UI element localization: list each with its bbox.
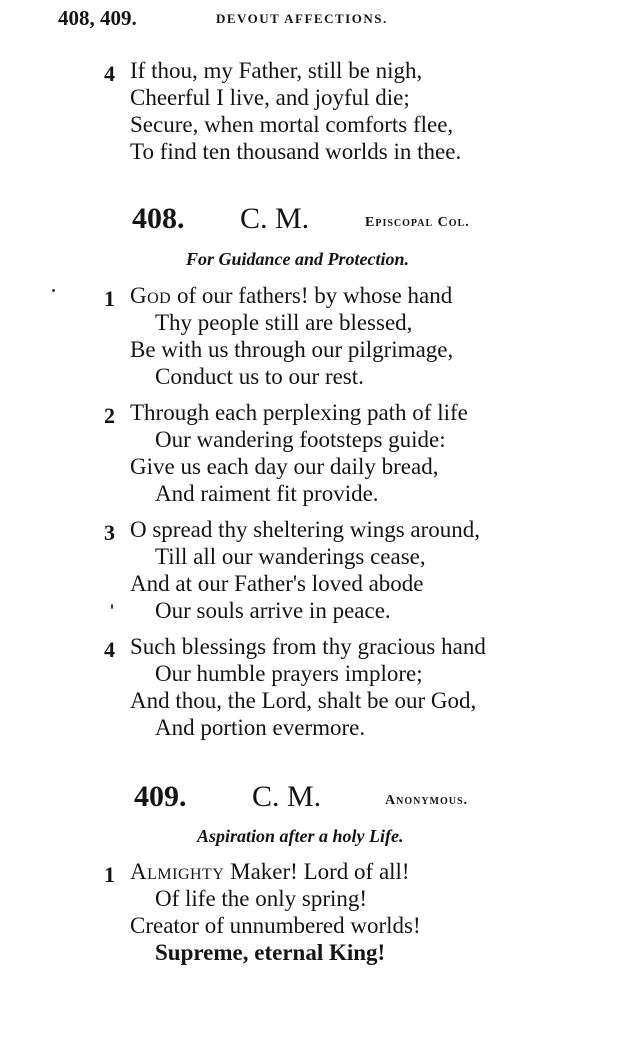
verse-first-word: God: [130, 283, 172, 308]
verse-first-rest: of our fathers! by whose hand: [171, 283, 453, 308]
verse-number: 3: [104, 520, 115, 545]
verse-line: Secure, when mortal comforts flee,: [130, 112, 454, 137]
verse-line: Such blessings from thy gracious hand: [130, 634, 486, 659]
verse-line: Our souls arrive in peace.: [155, 598, 391, 623]
verse-line: Our humble prayers implore;: [155, 661, 423, 686]
verse-number: 2: [104, 403, 115, 428]
print-speck: [52, 289, 55, 292]
hymn-meter: C. M.: [252, 780, 322, 813]
running-title: DEVOUT AFFECTIONS.: [216, 11, 388, 26]
verse-line: Be with us through our pilgrimage,: [130, 337, 454, 362]
verse-first-rest: Maker! Lord of all!: [224, 859, 410, 884]
hymn-meter: C. M.: [240, 202, 310, 235]
verse-number: 1: [104, 862, 115, 887]
verse-line: If thou, my Father, still be nigh,: [130, 58, 423, 83]
verse-number: 4: [104, 637, 115, 662]
verse-number: 1: [104, 286, 115, 311]
verse-line: Conduct us to our rest.: [155, 364, 364, 389]
verse-line: Through each perplexing path of life: [130, 400, 468, 425]
hymn-author: Anonymous.: [385, 793, 469, 808]
print-speck: [111, 604, 113, 609]
verse-line: Supreme, eternal King!: [155, 940, 386, 965]
verse-line: Of life the only spring!: [155, 886, 368, 911]
verse-line: And portion evermore.: [155, 715, 366, 740]
verse-line: And raiment fit provide.: [155, 481, 379, 506]
hymn-409-subtitle: Aspiration after a holy Life.: [197, 826, 404, 846]
verse-line: Thy people still are blessed,: [155, 310, 413, 335]
hymn-number: 409.: [134, 780, 187, 813]
verse-line: Till all our wanderings cease,: [155, 544, 426, 569]
hymn-number: 408.: [132, 202, 185, 235]
verse-line: To find ten thousand worlds in thee.: [130, 139, 462, 164]
verse-line: [130, 859, 410, 885]
hymn-author: Episcopal Col.: [365, 215, 470, 230]
verse-line: And thou, the Lord, shalt be our God,: [130, 688, 477, 713]
hymn-408-heading: [0, 202, 640, 242]
verse-line: Creator of unnumbered worlds!: [130, 913, 421, 938]
verse-first-word: Almighty: [130, 859, 225, 884]
verse-line: Give us each day our daily bread,: [130, 454, 439, 479]
hymn-409-heading: [0, 780, 640, 820]
page-numbers: 408, 409.: [58, 6, 137, 30]
verse-line: [130, 283, 452, 309]
verse-line: Our wandering footsteps guide:: [155, 427, 446, 452]
verse-line: O spread thy sheltering wings around,: [130, 517, 481, 542]
verse-line: Cheerful I live, and joyful die;: [130, 85, 410, 110]
verse-number: 4: [104, 61, 115, 86]
verse-line: And at our Father's loved abode: [130, 571, 424, 596]
hymn-408-subtitle: For Guidance and Protection.: [186, 249, 410, 269]
